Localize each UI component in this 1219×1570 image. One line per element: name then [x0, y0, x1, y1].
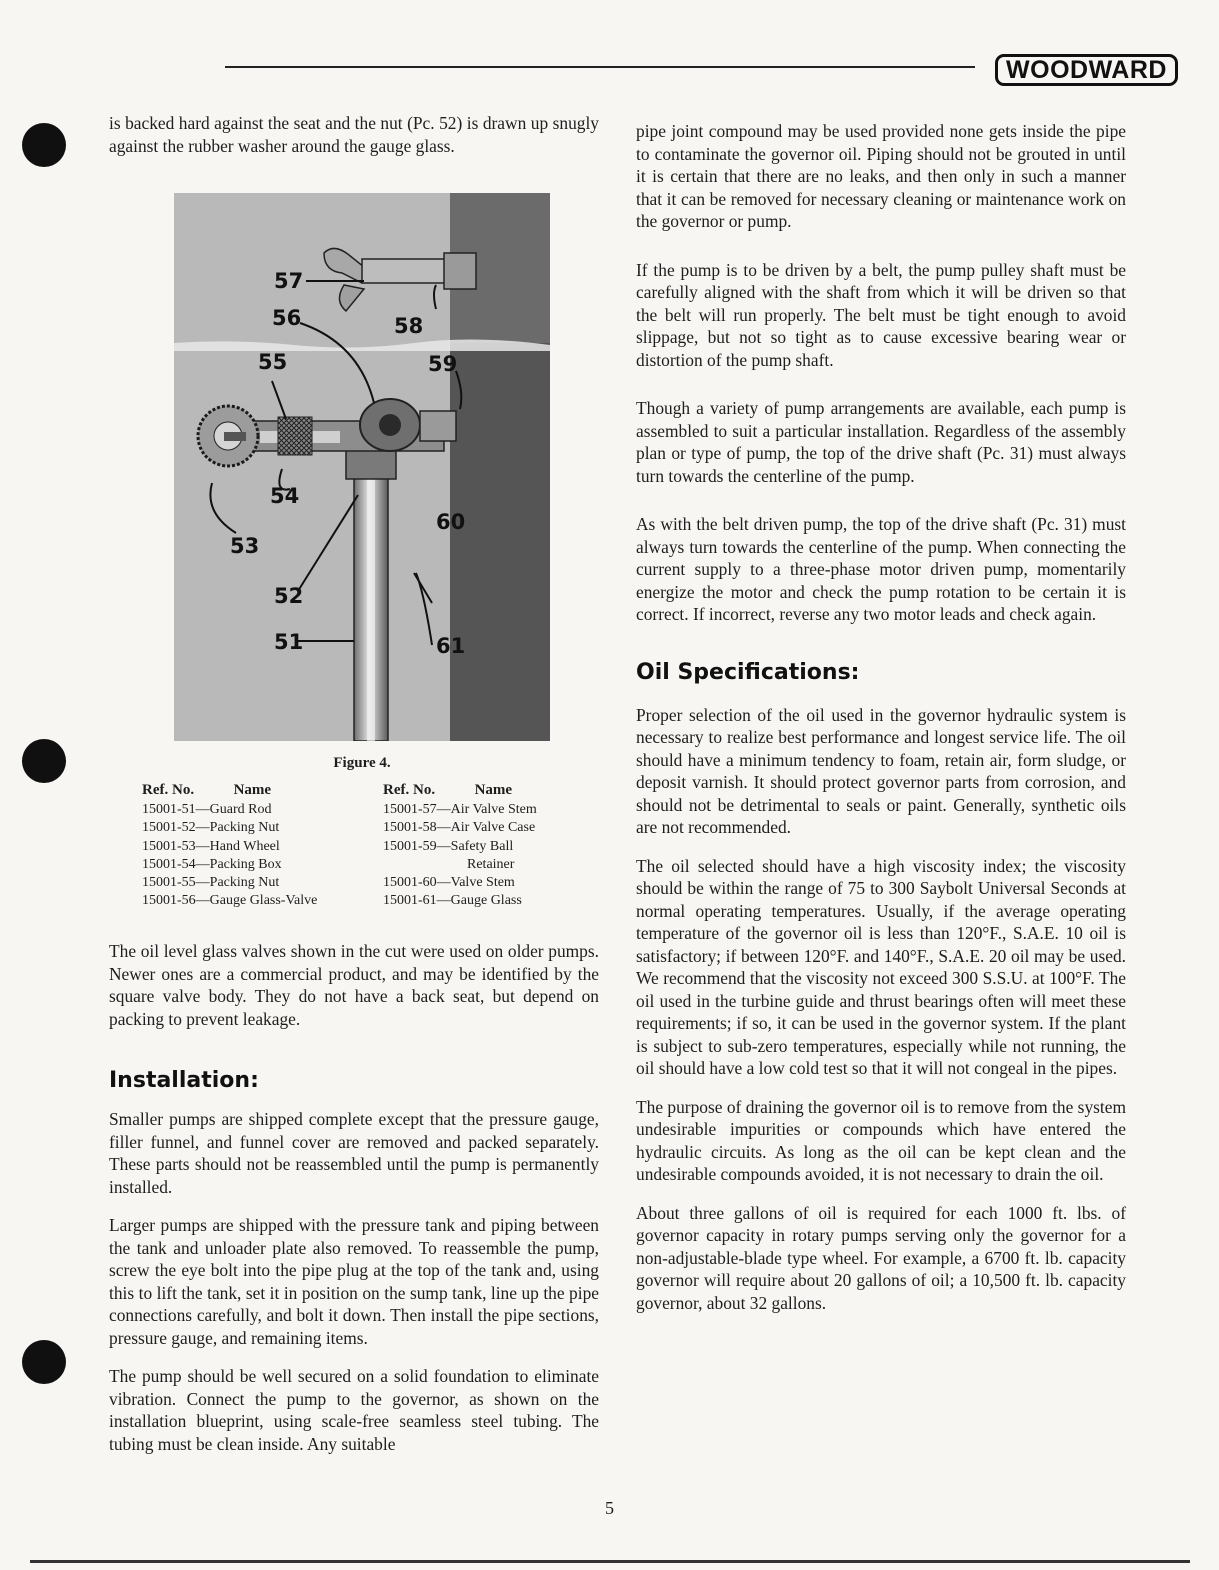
part-row: 15001-57—Air Valve Stem [383, 802, 537, 818]
callout-51: 51 [274, 630, 304, 654]
installation-para-3: The pump should be well secured on a solid foundation to eliminate vibration. Connect the pump to the governor, as shown on the installation blueprint, using scale-free seamless steel tubing. The tubing must be clean inside. Any suitable [109, 1366, 599, 1454]
punch-hole-top [22, 123, 66, 167]
callout-61: 61 [436, 634, 466, 658]
name-header: Name [474, 782, 513, 798]
callout-56: 56 [272, 306, 302, 330]
oil-para-1: Proper selection of the oil used in the governor hydraulic system is necessary to realize best performance and longest service life. The oil should have a minimum tendency to foam, retain air, form sludge, or deposit varnish. It should protect governor parts from corrosion, and should not be detrimental to seals or paint. Generally, synthetic oils are not recommended. [636, 704, 1126, 837]
right-column [636, 120, 1126, 1330]
installation-para-2: Larger pumps are shipped with the pressure tank and piping between the tank and unloader plate also removed. To reassemble the pump, screw the eye bolt into the pipe plug at the top of the tank and, using this to lift the tank, set it in position on the sump tank, line up the pipe connections carefully, and bolt it down. Then install the pipe sections, pressure gauge, and remaining items. [109, 1215, 599, 1348]
part-row: 15001-55—Packing Nut [142, 875, 280, 891]
callout-52: 52 [274, 584, 304, 608]
part-row: 15001-60—Valve Stem [383, 875, 515, 891]
parts-list-left [142, 781, 317, 910]
right-para-3: Though a variety of pump arrangements are available, each pump is assembled to suit a particular installation. Regardless of the assembly plan or type of pump, the top of the drive shaft (Pc. 31) must always turn towards the centerline of the pump. [636, 398, 1126, 486]
parts-list-right [383, 781, 537, 910]
part-row: 15001-53—Hand Wheel [142, 838, 280, 854]
ref-no-header: Ref. No. [142, 782, 195, 798]
left-para-1: is backed hard against the seat and the nut (Pc. 52) is drawn up snugly against the rubber washer around the gauge glass. [109, 113, 599, 156]
part-row: 15001-61—Gauge Glass [383, 893, 522, 909]
oil-specifications-heading: Oil Specifications: [636, 659, 860, 685]
figure-4-illustration [174, 193, 550, 741]
right-para-4: As with the belt driven pump, the top of the drive shaft (Pc. 31) must always turn towards the centerline of the pump. When connecting the current supply to a three-phase motor driven pump, momentarily energize the motor and check the pump rotation to be certain it is correct. If incorrect, reverse any two motor leads and check again. [636, 514, 1126, 624]
oil-para-4: About three gallons of oil is required for each 1000 ft. lbs. of governor capacity in rotary pumps serving only the governor for a non-adjustable-blade type wheel. For example, a 6700 ft. lb. capacity governor will require about 20 gallons of oil; a 10,500 ft. lb. capacity governor, about 32 gallons. [636, 1202, 1126, 1313]
callout-53: 53 [230, 534, 260, 558]
part-row: 15001-51—Guard Rod [142, 802, 272, 818]
part-row: Retainer [467, 856, 515, 872]
header-rule [225, 66, 975, 68]
punch-hole-middle [22, 739, 66, 783]
right-para-1: pipe joint compound may be used provided none gets inside the pipe to contaminate the governor oil. Piping should not be grouted in until it is certain that there are no leaks, and then only in such a manner that it can be removed for necessary cleaning or maintenance work on the governor or pump. [636, 121, 1126, 231]
figure-caption: Figure 4. [333, 755, 391, 771]
callout-55: 55 [258, 350, 288, 374]
callout-60: 60 [436, 510, 466, 534]
callout-54: 54 [270, 484, 300, 508]
left-para-2: The oil level glass valves shown in the cut were used on older pumps. Newer ones are a commercial product, and may be identified by the square valve body. They do not have a back seat, but depend on packing to prevent leakage. [109, 941, 599, 1029]
callout-59: 59 [428, 352, 458, 376]
part-row: 15001-59—Safety Ball [383, 838, 514, 854]
oil-para-2: The oil selected should have a high viscosity index; the viscosity should be within the range of 75 to 300 Saybolt Universal Seconds at normal operating temperatures. Usually, if the average operating temperature of the governor oil is less than 120°F., S.A.E. 10 oil is satisfactory; if between 120°F. and 140°F., S.A.E. 20 oil may be used. We recommend that the viscosity not exceed 300 S.S.U. at 100°F. The oil used in the turbine guide and thrust bearings often will meet these requirements; if so, it can be used in the governor system. If the plant is subject to sub-zero temperatures, especially while not running, the oil should have a low cold test so that it will not congeal in the pipes. [636, 855, 1126, 1078]
parts-header-right [383, 781, 537, 799]
woodward-logo: WOODWARD [995, 54, 1178, 86]
page-number: 5 [605, 1498, 614, 1518]
right-para-2: If the pump is to be driven by a belt, the pump pulley shaft must be carefully aligned with the shaft from which it will be driven so that the belt will run properly. The belt must be tight enough to avoid slippage, but not so tight as to cause excessive bearing wear or distortion of the pump shaft. [636, 259, 1126, 370]
name-header: Name [233, 782, 272, 798]
left-lower [109, 940, 599, 1471]
installation-heading: Installation: [109, 1068, 259, 1093]
part-row: 15001-52—Packing Nut [142, 820, 280, 836]
left-intro [109, 112, 599, 173]
oil-para-3: The purpose of draining the governor oil is to remove from the system undesirable impurities or compounds which have entered the hydraulic circuits. As long as the oil can be kept clean and the undesirable compounds avoided, it is not necessary to drain the oil. [636, 1096, 1126, 1184]
parts-header-left [142, 781, 317, 799]
installation-para-1: Smaller pumps are shipped complete except that the pressure gauge, filler funnel, and funnel cover are removed and packed separately. These parts should not be reassembled until the pump is permanently installed. [109, 1109, 599, 1197]
gauge-valve-drawing [174, 193, 550, 741]
part-row: 15001-54—Packing Box [142, 856, 282, 872]
footer-rule [30, 1560, 1190, 1563]
punch-hole-bottom [22, 1340, 66, 1384]
callout-58: 58 [394, 314, 424, 338]
part-row: 15001-56—Gauge Glass-Valve [142, 893, 318, 909]
ref-no-header: Ref. No. [383, 782, 436, 798]
part-row: 15001-58—Air Valve Case [383, 820, 536, 836]
callout-57: 57 [274, 269, 304, 293]
